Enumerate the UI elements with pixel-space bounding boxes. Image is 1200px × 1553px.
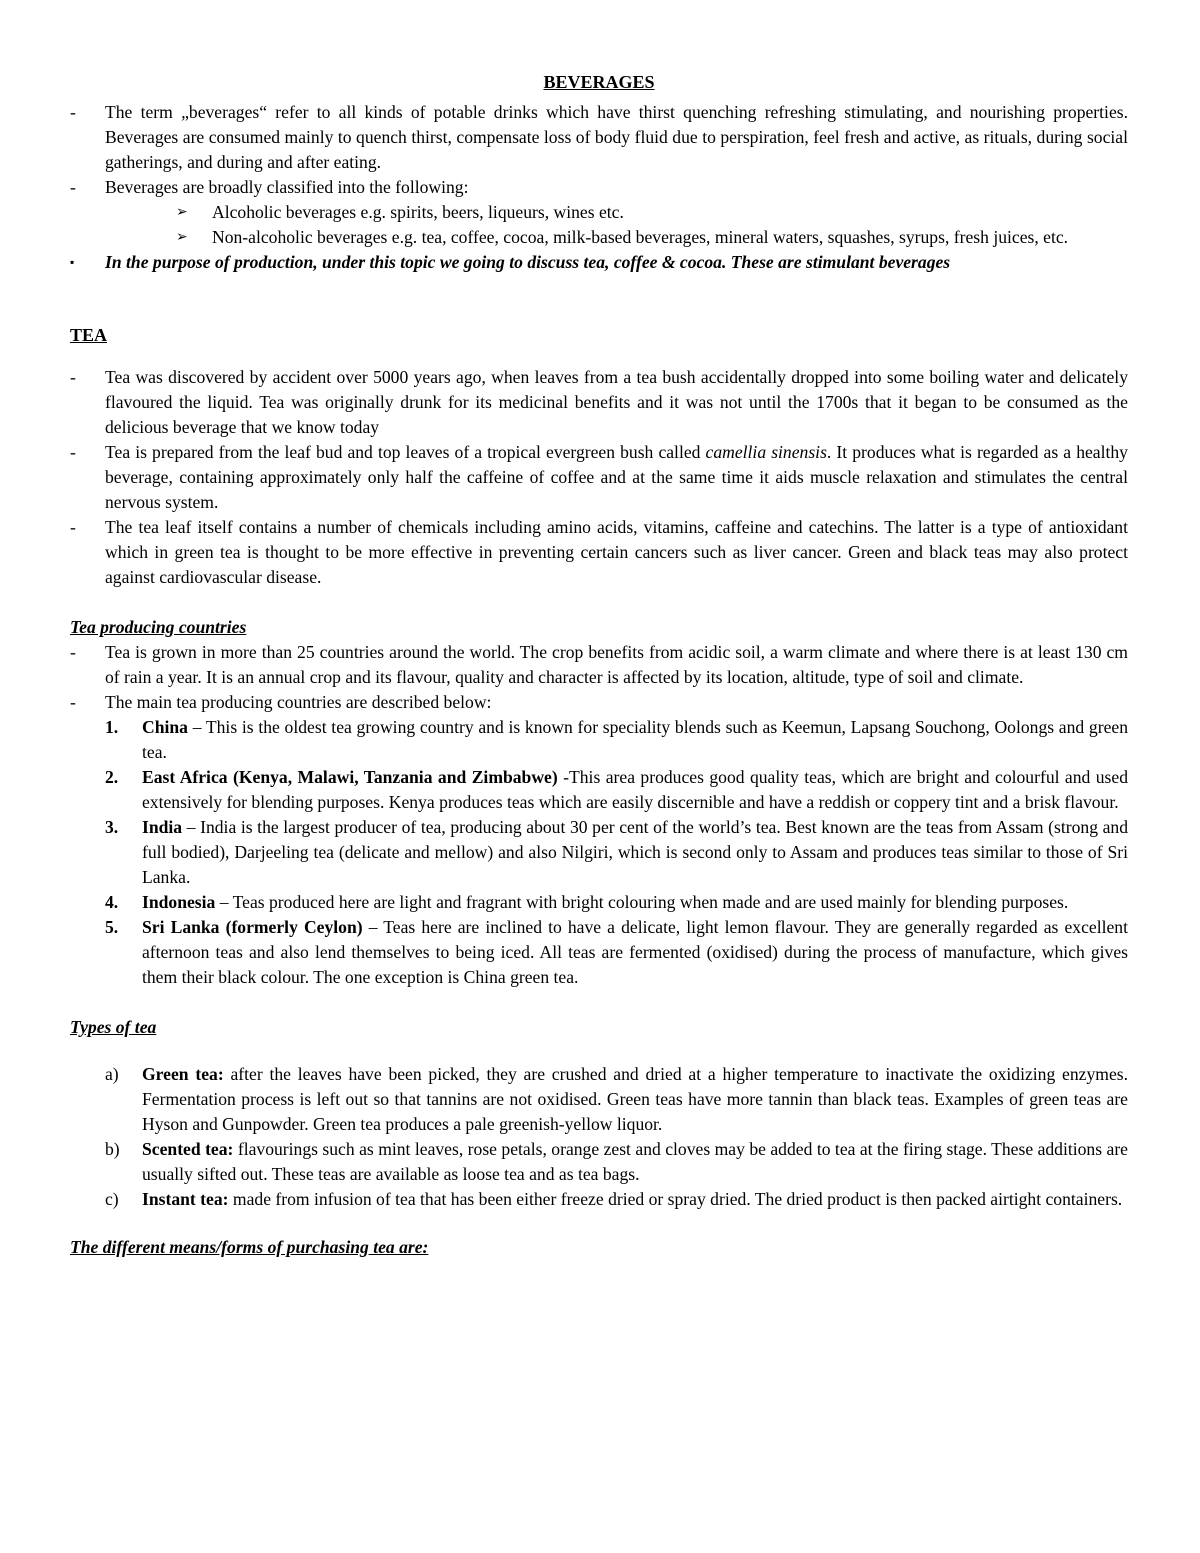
paragraph-text: The term „beverages“ refer to all kinds of potable drinks which have thirst quenching refreshing stimulating, and nourishing properties. Beverages are consumed mainly to quench thirst, compensate loss of body fluid due to perspiration, feel fresh and active, as rituals, during social gatherings, and during and after eating. (105, 102, 1128, 172)
country-text: -This area produces good quality teas, which are bright and colourful and used extensively for blending purposes. Kenya produces teas which are easily discernible and have a reddish or coppery tint and a brisk flavour. (142, 767, 1129, 812)
paragraph-text: Tea is prepared from the leaf bud and top leaves of a tropical evergreen bush called (105, 442, 706, 462)
section-heading-tea-producing-countries: Tea producing countries (70, 617, 247, 637)
countries-paragraph-growing (70, 640, 1128, 690)
dash-marker: - (70, 442, 76, 462)
section-heading-purchasing-tea: The different means/forms of purchasing tea are: (70, 1237, 429, 1257)
country-item-india (70, 815, 1128, 890)
intro-bullet-classification (70, 175, 1128, 200)
item-letter: c) (105, 1189, 119, 1209)
item-number: 3. (105, 817, 119, 837)
country-name: East Africa (Kenya, Malawi, Tanzania and Zimbabwe) (142, 767, 558, 787)
item-letter: a) (105, 1064, 119, 1084)
countries-paragraph-intro (70, 690, 1128, 715)
item-number: 1. (105, 717, 119, 737)
country-item-indonesia (70, 890, 1128, 915)
dash-marker: - (70, 177, 76, 197)
country-item-sri-lanka (70, 915, 1128, 990)
dash-marker: - (70, 692, 76, 712)
tea-type-name: Green tea: (142, 1064, 224, 1084)
tea-paragraph-chemicals (70, 515, 1128, 590)
intro-purpose-note (70, 250, 1128, 275)
paragraph-text: Tea is grown in more than 25 countries around the world. The crop benefits from acidic soil, a warm climate and where there is at least 130 cm of rain a year. It is an annual crop and its flavour, quality and character is affected by its location, altitude, type of soil and climate. (105, 642, 1128, 687)
country-text: – Teas produced here are light and fragrant with bright colouring when made and are used mainly for blending purposes. (215, 892, 1069, 912)
country-name: Sri Lanka (formerly Ceylon) (142, 917, 363, 937)
paragraph-text: . It produces what is regarded as a healthy beverage, containing approximately only half the caffeine of coffee and at the same time it aids muscle relaxation and stimulates the central nervous system. (105, 442, 1128, 512)
dash-marker: - (70, 367, 76, 387)
item-number: 4. (105, 892, 119, 912)
document-title: BEVERAGES (543, 72, 655, 92)
country-text: – This is the oldest tea growing country and is known for speciality blends such as Keemun, Lapsang Souchong, Oolongs and green tea. (142, 717, 1128, 762)
document-page (70, 70, 1128, 1260)
tea-type-scented (70, 1137, 1128, 1187)
class-text: Alcoholic beverages e.g. spirits, beers, liqueurs, wines etc. (212, 202, 624, 222)
paragraph-text: Tea was discovered by accident over 5000 years ago, when leaves from a tea bush accidentally dropped into some boiling water and delicately flavoured the liquid. Tea was originally drunk for its medicinal benefits and it was not until the 1700s that it began to be consumed as the delicious beverage that we know today (105, 367, 1128, 437)
item-number: 5. (105, 917, 119, 937)
tea-paragraph-preparation (70, 440, 1128, 515)
country-text: – India is the largest producer of tea, producing about 30 per cent of the world’s tea. Best known are the teas from Assam (strong and full bodied), Darjeeling tea (delicate and mellow) and also Nilgiri, which is second only to Assam and produces teas similar to those of Sri Lanka. (142, 817, 1128, 887)
tea-paragraph-history (70, 365, 1128, 440)
country-item-east-africa (70, 765, 1128, 815)
section-heading-types-of-tea: Types of tea (70, 1017, 157, 1037)
tea-type-instant (70, 1187, 1128, 1212)
dash-marker: - (70, 642, 76, 662)
dash-marker: - (70, 102, 76, 122)
class-item-non-alcoholic (70, 225, 1128, 250)
intro-bullet-definition (70, 100, 1128, 175)
species-name: camellia sinensis (705, 442, 827, 462)
country-text: – Teas here are inclined to have a delicate, light lemon flavour. They are generally regarded as excellent afternoon teas and also lend themselves to being iced. All teas are fermented (oxidised) during the process of manufacture, which gives them their black colour. The one exception is China green tea. (142, 917, 1128, 987)
paragraph-text: The main tea producing countries are described below: (105, 692, 492, 712)
country-name: Indonesia (142, 892, 216, 912)
tea-type-name: Scented tea: (142, 1139, 234, 1159)
tea-type-text: flavourings such as mint leaves, rose petals, orange zest and cloves may be added to tea at the firing stage. These additions are usually sifted out. These teas are available as loose tea and as tea bags. (142, 1139, 1128, 1184)
section-heading-tea: TEA (70, 325, 108, 345)
square-bullet-icon: ▪ (70, 255, 75, 269)
arrow-bullet-icon: ➢ (176, 205, 188, 220)
country-name: India (142, 817, 183, 837)
dash-marker: - (70, 517, 76, 537)
tea-type-text: after the leaves have been picked, they are crushed and dried at a higher temperature to inactivate the oxidizing enzymes. Fermentation process is left out so that tannins are not oxidised. Green teas have more tannin than black teas. Examples of green teas are Hyson and Gunpowder. Green tea produces a pale greenish-yellow liquor. (142, 1064, 1129, 1134)
tea-type-name: Instant tea: (142, 1189, 229, 1209)
class-text: Non-alcoholic beverages e.g. tea, coffee, cocoa, milk-based beverages, mineral waters, squashes, syrups, fresh juices, etc. (212, 227, 1069, 247)
country-name: China (142, 717, 188, 737)
tea-type-green (70, 1062, 1128, 1137)
paragraph-text: Beverages are broadly classified into the following: (105, 177, 469, 197)
class-item-alcoholic (70, 200, 1128, 225)
tea-type-text: made from infusion of tea that has been either freeze dried or spray dried. The dried product is then packed airtight containers. (228, 1189, 1123, 1209)
purpose-text: In the purpose of production, under this topic we going to discuss tea, coffee & cocoa. These are stimulant beverages (105, 252, 951, 272)
arrow-bullet-icon: ➢ (176, 230, 188, 245)
paragraph-text: The tea leaf itself contains a number of chemicals including amino acids, vitamins, caffeine and catechins. The latter is a type of antioxidant which in green tea is thought to be more effective in preventing certain cancers such as liver cancer. Green and black teas may also protect against cardiovascular disease. (105, 517, 1128, 587)
country-item-china (70, 715, 1128, 765)
item-number: 2. (105, 767, 119, 787)
item-letter: b) (105, 1139, 120, 1159)
